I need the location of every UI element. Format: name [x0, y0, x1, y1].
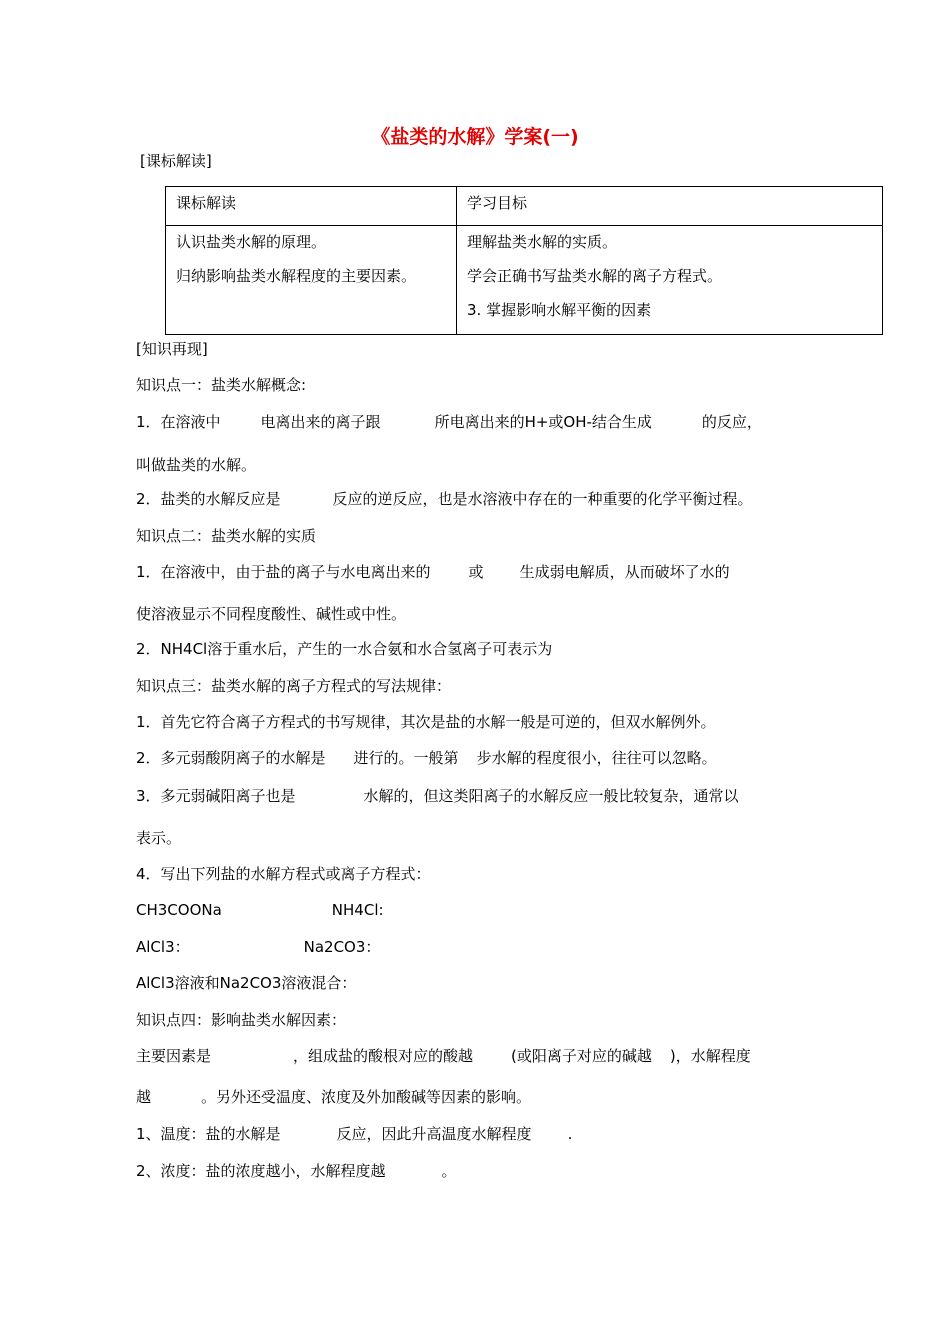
header-cell-standards: 课标解读: [166, 187, 457, 226]
text-run: 2．盐类的水解反应是: [136, 490, 281, 508]
k3-equation-1: [136, 900, 384, 920]
goals-cell: [457, 226, 883, 335]
goal-item: 理解盐类水解的实质。: [467, 233, 618, 251]
text-run: 越: [136, 1088, 152, 1106]
text-run: 水解的，但这类阳离子的水解反应一般比较复杂，通常以: [363, 787, 739, 805]
k3-paragraph-2: [136, 748, 717, 768]
text-run: 1、温度：盐的水解是: [136, 1125, 281, 1143]
k1-paragraph-1-cont: 叫做盐类的水解。: [136, 456, 257, 474]
goal-item: 学会正确书写盐类水解的离子方程式。: [467, 267, 723, 285]
k1-heading: 知识点一：盐类水解概念:: [136, 376, 307, 394]
k2-heading: 知识点二：盐类水解的实质: [136, 527, 317, 545]
text-run: NH4Cl:: [331, 901, 384, 919]
page-title: 《盐类的水解》学案(一): [371, 126, 579, 148]
k3-paragraph-1: 1．首先它符合离子方程式的书写规律，其次是盐的水解一般是可逆的，但双水解例外。: [136, 713, 716, 731]
k1-paragraph-1: [136, 412, 762, 432]
text-run: 的反应，: [701, 413, 762, 431]
k3-paragraph-4: 4．写出下列盐的水解方程式或离子方程式：: [136, 865, 431, 883]
k3-paragraph-3-cont: 表示。: [136, 829, 182, 847]
k4-paragraph-1: [136, 1046, 751, 1066]
section-label-review: [知识再现]: [136, 340, 208, 358]
k4-paragraph-2: [136, 1124, 572, 1144]
text-run: 步水解的程度很小，往往可以忽略。: [476, 749, 717, 767]
table-header-row: [166, 187, 883, 226]
text-run: 所电离出来的H+或OH-结合生成: [434, 413, 652, 431]
text-run: )，水解程度: [669, 1047, 751, 1065]
text-run: 电离出来的离子跟: [260, 413, 381, 431]
table-body-row: [166, 226, 883, 335]
objectives-table: [165, 186, 883, 335]
k2-paragraph-1: [136, 562, 730, 582]
text-run: 反应，因此升高温度水解程度: [336, 1125, 532, 1143]
standards-cell: [166, 226, 457, 335]
text-run: 。: [441, 1162, 457, 1180]
header-cell-goals: 学习目标: [457, 187, 883, 226]
k3-paragraph-3: [136, 786, 739, 806]
k4-heading: 知识点四：影响盐类水解因素：: [136, 1011, 347, 1029]
text-run: AlCl3：: [136, 938, 190, 956]
text-run: .: [567, 1125, 573, 1143]
section-label-standards: [课标解读]: [140, 152, 212, 170]
text-run: 主要因素是: [136, 1047, 212, 1065]
text-run: CH3COONa: [136, 901, 222, 919]
text-run: 。另外还受温度、浓度及外加酸碱等因素的影响。: [201, 1088, 532, 1106]
k2-paragraph-2: 2．NH4Cl溶于重水后，产生的一水合氨和水合氢离子可表示为: [136, 640, 553, 658]
text-run: Na2CO3：: [303, 938, 381, 956]
text-run: 进行的。一般第: [353, 749, 459, 767]
k3-equation-2: [136, 937, 380, 957]
k3-heading: 知识点三：盐类水解的离子方程式的写法规律：: [136, 677, 452, 695]
k2-paragraph-1-cont: 使溶液显示不同程度酸性、碱性或中性。: [136, 605, 407, 623]
text-run: 生成弱电解质，从而破坏了水的: [519, 563, 730, 581]
text-run: 1．在溶液中: [136, 413, 221, 431]
k4-paragraph-1-cont: [136, 1087, 531, 1107]
text-run: (或阳离子对应的碱越: [511, 1047, 652, 1065]
k3-equation-3: AlCl3溶液和Na2CO3溶液混合：: [136, 974, 357, 992]
standards-item: 认识盐类水解的原理。: [176, 233, 327, 251]
standards-item: 归纳影响盐类水解程度的主要因素。: [176, 267, 417, 285]
text-run: 2、浓度：盐的浓度越小，水解程度越: [136, 1162, 386, 1180]
text-run: ，组成盐的酸根对应的酸越: [293, 1047, 474, 1065]
k4-paragraph-3: [136, 1161, 457, 1181]
goal-item: 3. 掌握影响水解平衡的因素: [467, 301, 652, 319]
k1-paragraph-2: [136, 489, 753, 509]
text-run: 反应的逆反应，也是水溶液中存在的一种重要的化学平衡过程。: [332, 490, 753, 508]
text-run: 2．多元弱酸阴离子的水解是: [136, 749, 326, 767]
text-run: 或: [468, 563, 484, 581]
text-run: 1．在溶液中，由于盐的离子与水电离出来的: [136, 563, 431, 581]
text-run: 3．多元弱碱阳离子也是: [136, 787, 296, 805]
